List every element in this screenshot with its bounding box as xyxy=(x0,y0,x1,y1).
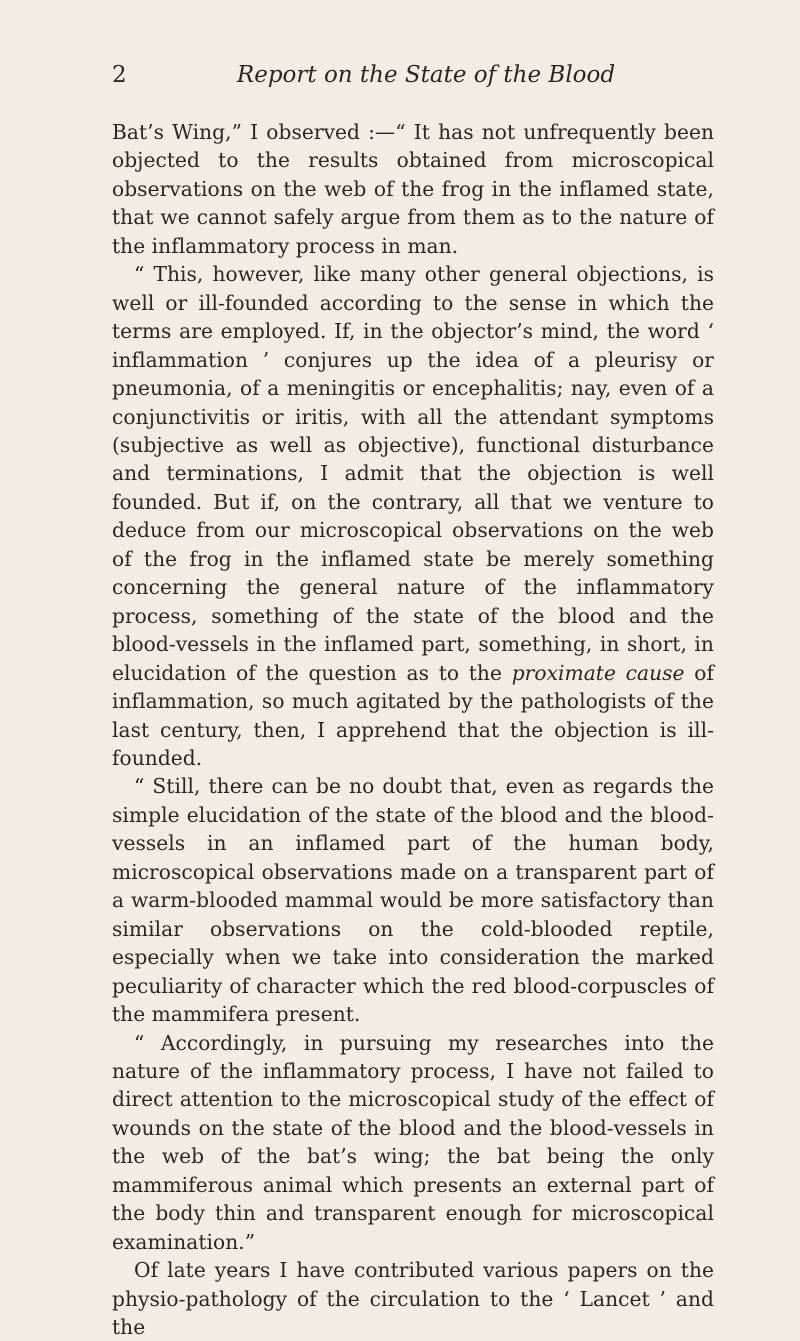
page-header xyxy=(112,62,712,96)
paragraph xyxy=(112,1256,714,1341)
running-title: Report on the State of the Blood xyxy=(236,62,616,88)
text-run: “ Accordingly, in pursuing my researches into the nature of the inflammatory process, I have not failed to direct attention to the microscopical study of the effect of wounds on the state of the blood and the blood-vessels in the web of the bat’s wing; the bat being the only mammiferous animal which presents an external part of the body thin and transparent enough for microscopical examination.” xyxy=(112,1030,714,1254)
text-run: Bat’s Wing,” I observed :—“ It has not unfrequently been objected to the results obtained from microscopical observations on the web of the frog in the inflamed state, that we cannot safely argue from them as to the nature of the inflammatory process in man. xyxy=(112,120,714,258)
paragraph xyxy=(112,772,714,1028)
text-run: “ This, however, like many other general objections, is well or ill-founded according to the sense in which the terms are employed. If, in the objector’s mind, the word ‘ inflammation ’ conjures up the idea of a pleurisy or pneumonia, of a meningitis or encephalitis; nay, even of a conjunctivitis or iritis, with all the attendant symptoms (subjective as well as objective), functional disturbance and terminations, I admit that the objection is well founded. But if, on the contrary, all that we venture to deduce from our microscopical observations on the web of the frog in the inflamed state be merely something concerning the general nature of the inflammatory process, something of the state of the blood and the blood-vessels in the inflamed part, something, in short, in elucidation of the question as to the xyxy=(112,262,714,685)
paragraph xyxy=(112,260,714,772)
italic-text-run: proximate cause xyxy=(511,660,685,685)
paragraph xyxy=(112,1029,714,1257)
text-run: of inflammation, so much agitated by the pathologists of the last century, then, I apprehend that the objection is ill-founded. xyxy=(112,660,714,770)
body-text xyxy=(112,118,714,1341)
text-run: “ Still, there can be no doubt that, even as regards the simple elucidation of the state of the blood and the blood-vessels in an inflamed part of the human body, microscopical observations made on a transparent part of a warm-blooded mammal would be more satisfactory than similar observations on the cold-blooded reptile, especially when we take into consideration the marked peculiarity of character which the red blood-corpuscles of the mammifera present. xyxy=(112,774,714,1027)
page-number: 2 xyxy=(112,62,127,88)
paragraph xyxy=(112,118,714,260)
text-run: Of late years I have contributed various papers on the physio-pathology of the circulation to the ‘ Lancet ’ and the xyxy=(112,1258,714,1340)
